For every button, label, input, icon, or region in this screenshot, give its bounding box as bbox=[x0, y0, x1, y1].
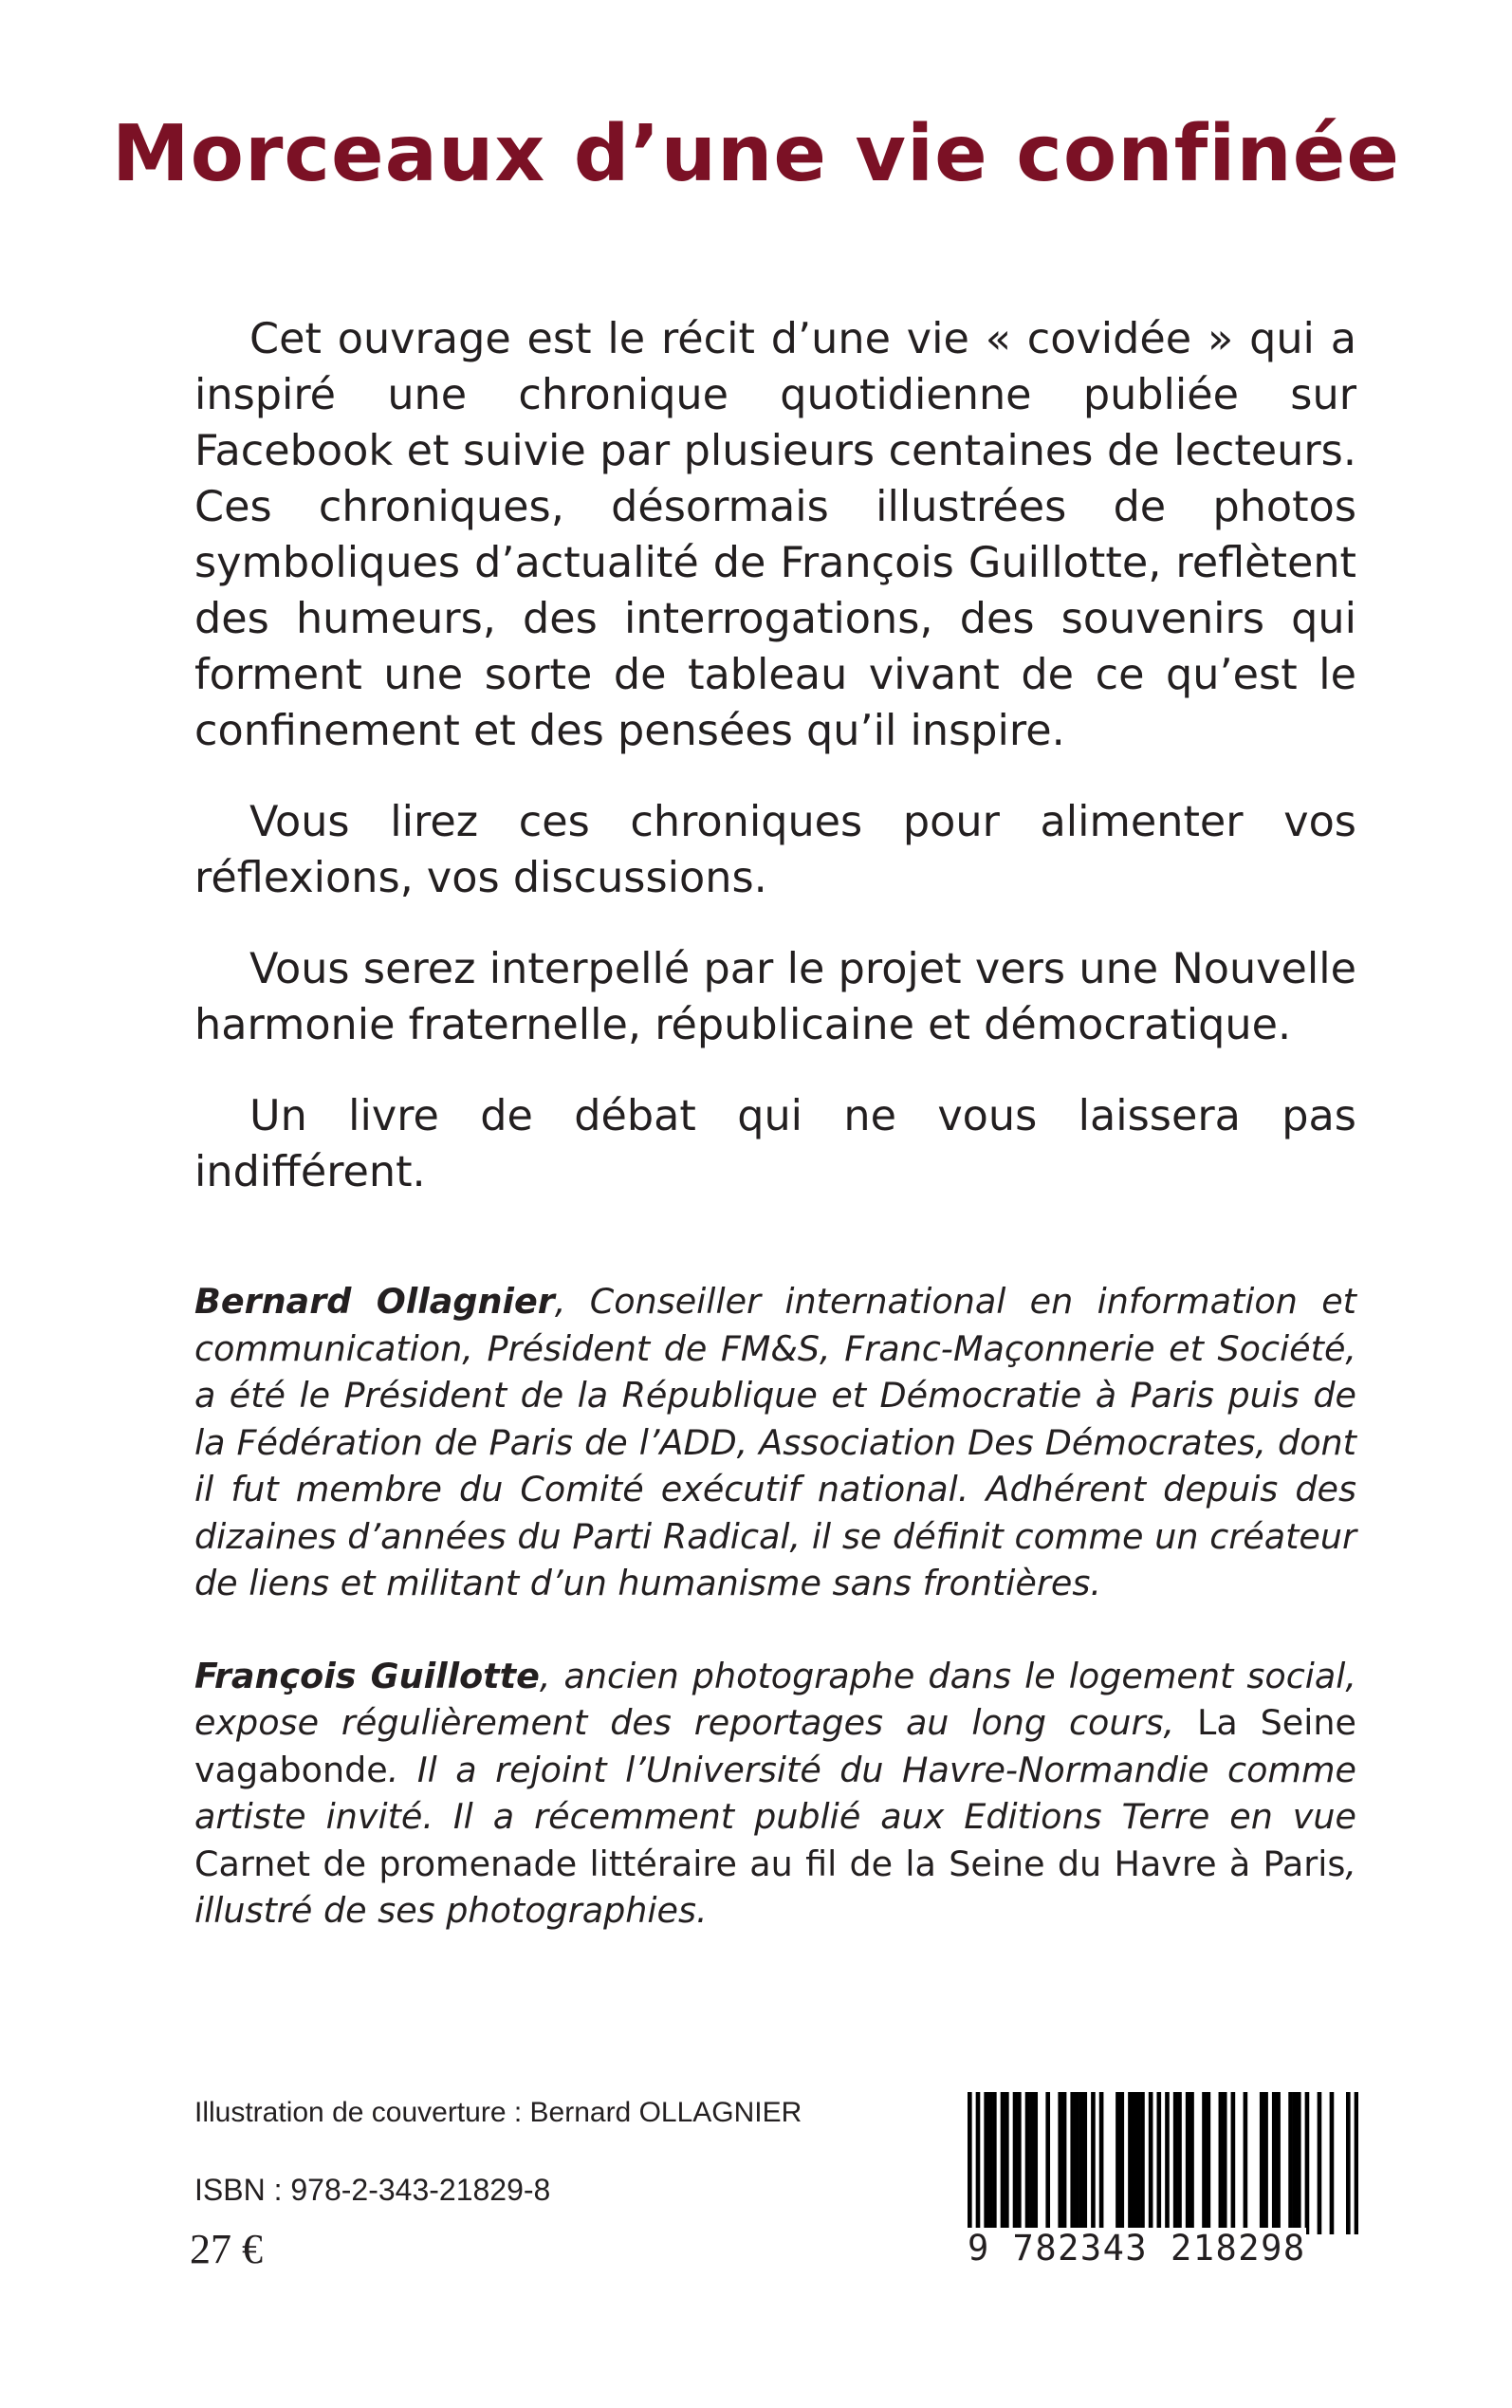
barcode-bar bbox=[1293, 2092, 1298, 2234]
barcode-bar bbox=[1082, 2092, 1087, 2234]
barcode-bar bbox=[1207, 2092, 1211, 2234]
barcode-bar bbox=[1231, 2092, 1236, 2234]
barcode-bar bbox=[1140, 2092, 1145, 2234]
barcode-bar bbox=[1305, 2092, 1310, 2234]
barcode-bar bbox=[1272, 2092, 1277, 2234]
work-title: Carnet de promenade littéraire au fil de la Seine du Havre à Paris bbox=[194, 1843, 1346, 1884]
barcode-bar bbox=[1091, 2092, 1096, 2234]
barcode-bar bbox=[1058, 2092, 1062, 2234]
bio-text: , Conseiller international en information et communication, Président de FM&S, Franc-Maçonnerie et Société, a été le Président de la République et Démocratie à Paris puis de la Fédération de Paris de l’ADD, Association Des Démocrates, dont il fut membre du Comité exécutif national. Adhérent depuis des dizaines d’années du Parti Radical, il se définit comme un créateur de liens et militant d’un humanisme sans frontières. bbox=[194, 1281, 1356, 1603]
blurb-paragraph: Cet ouvrage est le récit d’une vie « covidée » qui a inspiré une chronique quotidienne publiée sur Facebook et suivie par plusieurs centaines de lecteurs. Ces chroniques, désormais illustrées de photos symboliques d’actualité de François Guillotte, reflètent des humeurs, des interrogations, des souvenirs qui forment une sorte de tableau vivant de ce qu’est le confinement et des pensées qu’il inspire. bbox=[194, 315, 1356, 755]
barcode-bar bbox=[1186, 2092, 1190, 2234]
barcode-bar bbox=[1149, 2092, 1153, 2234]
barcode-bar bbox=[988, 2092, 993, 2234]
bio-text: . Il a rejoint l’Université du Havre-Normandie comme artiste invité. Il a récemment publié aux Editions Terre en vue bbox=[194, 1749, 1356, 1837]
barcode-bar bbox=[1263, 2092, 1268, 2234]
barcode-bar bbox=[968, 2092, 972, 2234]
blurb-paragraph: Vous serez interpellé par le projet vers une Nouvelle harmonie fraternelle, républicaine et démocratique. bbox=[194, 945, 1356, 1049]
barcode-bar bbox=[1075, 2092, 1079, 2234]
barcode-bar bbox=[984, 2092, 988, 2234]
barcode-bar bbox=[1219, 2092, 1224, 2234]
barcode-bar bbox=[1276, 2092, 1281, 2234]
barcode-bar bbox=[1346, 2092, 1351, 2234]
barcode-bar bbox=[1132, 2092, 1136, 2234]
price: 27 € bbox=[190, 2226, 263, 2272]
blurb-paragraph: Un livre de débat qui ne vous laissera pas indifférent. bbox=[194, 1092, 1356, 1196]
cover-illustration-credit: Illustration de couverture : Bernard OLLAGNIER bbox=[194, 2097, 802, 2128]
author-bios bbox=[194, 1278, 1356, 1980]
barcode-bar bbox=[1288, 2092, 1293, 2234]
work-title: La Seine vagabonde bbox=[194, 1702, 1356, 1790]
barcode-bar bbox=[1244, 2092, 1248, 2234]
barcode-bar bbox=[1013, 2092, 1018, 2234]
barcode-bar bbox=[1119, 2092, 1124, 2234]
barcode-bar bbox=[1001, 2092, 1005, 2234]
barcode-bars bbox=[968, 2092, 1358, 2234]
barcode-bar bbox=[1099, 2092, 1104, 2234]
barcode-bar bbox=[1116, 2092, 1120, 2234]
barcode-bar bbox=[1017, 2092, 1022, 2234]
barcode-bar bbox=[1079, 2092, 1083, 2234]
barcode-bar bbox=[1062, 2092, 1067, 2234]
barcode-bar bbox=[1128, 2092, 1133, 2234]
barcode-bar bbox=[1029, 2092, 1034, 2234]
bio-bernard-ollagnier bbox=[194, 1278, 1356, 1607]
blurb-paragraph: Vous lirez ces chroniques pour alimenter vos réflexions, vos discussions. bbox=[194, 798, 1356, 902]
barcode bbox=[968, 2092, 1358, 2282]
blurb bbox=[194, 311, 1356, 1235]
bio-name: Bernard Ollagnier bbox=[194, 1281, 555, 1322]
barcode-bar bbox=[1165, 2092, 1170, 2234]
barcode-bar bbox=[1260, 2092, 1264, 2234]
barcode-bar bbox=[1025, 2092, 1030, 2234]
isbn: ISBN : 978-2-343-21829-8 bbox=[194, 2173, 551, 2207]
barcode-bar bbox=[1202, 2092, 1207, 2234]
bio-name: François Guillotte bbox=[194, 1655, 540, 1696]
barcode-bar bbox=[1189, 2092, 1194, 2234]
barcode-bar bbox=[1223, 2092, 1227, 2234]
barcode-bar bbox=[1045, 2092, 1050, 2234]
barcode-bar bbox=[1177, 2092, 1182, 2234]
barcode-bar bbox=[1297, 2092, 1301, 2234]
barcode-bar bbox=[992, 2092, 997, 2234]
barcode-bar bbox=[1005, 2092, 1009, 2234]
barcode-bar bbox=[1033, 2092, 1038, 2234]
bio-text: , ancien photographe dans le logement social, expose régulièrement des reportages au long cours, bbox=[194, 1655, 1357, 1743]
book-title: Morceaux d’une vie confinée bbox=[112, 109, 1400, 199]
barcode-bar bbox=[1318, 2092, 1322, 2234]
barcode-bar bbox=[1136, 2092, 1141, 2234]
bio-text: , illustré de ses photographies. bbox=[194, 1843, 1356, 1931]
barcode-bar bbox=[1355, 2092, 1358, 2234]
barcode-bar bbox=[1156, 2092, 1161, 2234]
barcode-digits: 9 782343 218298 bbox=[968, 2228, 1306, 2269]
barcode-bar bbox=[976, 2092, 981, 2234]
barcode-bar bbox=[1173, 2092, 1178, 2234]
bio-francois-guillotte bbox=[194, 1653, 1356, 1935]
barcode-bar bbox=[1070, 2092, 1075, 2234]
barcode-bar bbox=[1330, 2092, 1335, 2234]
